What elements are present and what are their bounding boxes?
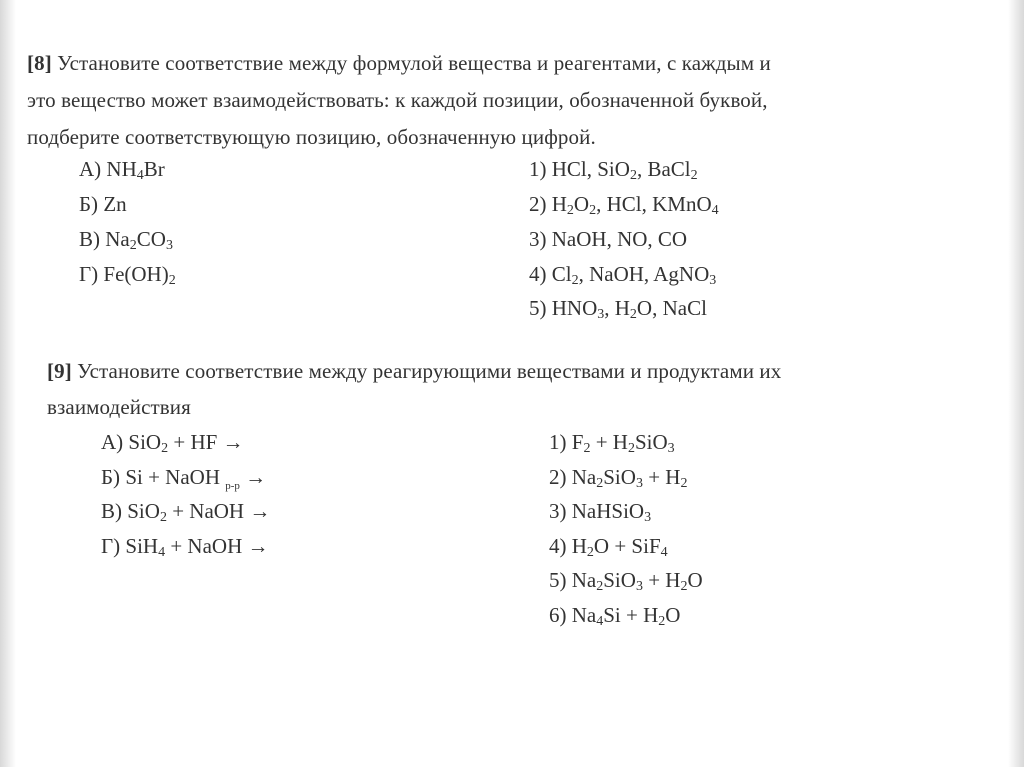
products: $Na_2SiO_3 + H_2O$ bbox=[571, 568, 703, 594]
item-label: А) bbox=[79, 157, 102, 181]
task9-left-item-c bbox=[101, 499, 271, 525]
formula: $NH_4Br$ bbox=[106, 157, 165, 183]
item-label: 1) bbox=[549, 430, 567, 454]
task8-right-item-2 bbox=[529, 192, 719, 218]
item-label: 2) bbox=[529, 192, 547, 216]
task8-right-item-4 bbox=[529, 262, 717, 288]
reaction: Si + NaOH $_{р-р}$ → bbox=[125, 465, 267, 492]
item-label: 3) bbox=[529, 227, 547, 251]
task8-left-item-a bbox=[79, 157, 165, 183]
item-label: 4) bbox=[529, 262, 547, 286]
task9-right-item-4 bbox=[549, 534, 668, 560]
task9-right-item-6 bbox=[549, 603, 681, 629]
reagents: HCl, SiO$_2$, BaCl$_2$ bbox=[551, 157, 698, 183]
task8-right-item-3 bbox=[529, 229, 687, 250]
products: $Na_4Si + H_2O$ bbox=[571, 603, 681, 629]
task9-right-item-1 bbox=[549, 430, 675, 456]
products: $F_2 + H_2SiO_3$ bbox=[571, 430, 675, 456]
task9-right-item-5 bbox=[549, 568, 703, 594]
left-edge-shadow bbox=[0, 0, 16, 767]
task8-left-item-d bbox=[79, 262, 176, 288]
item-label: 2) bbox=[549, 465, 567, 489]
task8-right-item-1 bbox=[529, 157, 698, 183]
reagents: NaOH, NO, CO bbox=[551, 227, 688, 251]
task9-line1 bbox=[47, 361, 781, 382]
item-label: Г) bbox=[79, 262, 99, 286]
item-label: В) bbox=[79, 227, 100, 251]
item-label: 5) bbox=[529, 296, 547, 320]
item-label: 6) bbox=[549, 603, 567, 627]
task8-number: [8] bbox=[27, 51, 52, 75]
task9-left-item-a bbox=[101, 430, 244, 456]
item-label: 1) bbox=[529, 157, 547, 181]
reaction: SiH$_4$ + NaOH → bbox=[125, 534, 269, 560]
products: $H_2O + SiF_4$ bbox=[571, 534, 668, 560]
task9-right-item-3 bbox=[549, 499, 652, 525]
task9-right-item-2 bbox=[549, 465, 688, 491]
reagents: $Cl_2$, NaOH, AgNO$_3$ bbox=[551, 262, 717, 288]
task9-number: [9] bbox=[47, 359, 72, 383]
formula: Zn bbox=[103, 192, 127, 216]
formula: $Na_2CO_3$ bbox=[105, 227, 173, 253]
task8-left-item-c bbox=[79, 227, 173, 253]
item-label: В) bbox=[101, 499, 122, 523]
products: NaHSiO$_3$ bbox=[571, 499, 652, 525]
task9-left-item-b bbox=[101, 465, 267, 492]
task8-left-item-b bbox=[79, 194, 127, 215]
item-label: Б) bbox=[101, 465, 121, 489]
task8-line3: подберите соответствующую позицию, обозначенную цифрой. bbox=[27, 125, 596, 149]
task8-line2: это вещество может взаимодействовать: к каждой позиции, обозначенной буквой, bbox=[27, 88, 768, 112]
item-label: Б) bbox=[79, 192, 99, 216]
item-label: 4) bbox=[549, 534, 567, 558]
reaction: SiO$_2$ + NaOH → bbox=[127, 499, 271, 525]
task9-line2: взаимодействия bbox=[47, 395, 191, 419]
task8-right-item-5 bbox=[529, 296, 707, 322]
formula: $Fe(OH)_2$ bbox=[103, 262, 176, 288]
right-edge-shadow bbox=[1008, 0, 1024, 767]
reagents: $HNO_3$, $H_2O$, NaCl bbox=[551, 296, 707, 322]
reaction: SiO$_2$ + HF → bbox=[128, 430, 244, 456]
item-label: А) bbox=[101, 430, 124, 454]
products: $Na_2SiO_3 + H_2$ bbox=[571, 465, 688, 491]
item-label: Г) bbox=[101, 534, 121, 558]
reagents: $H_2O_2$, HCl, KMnO$_4$ bbox=[551, 192, 719, 218]
task8-line1 bbox=[27, 53, 771, 74]
task9-line1-text: Установите соответствие между реагирующими веществами и продуктами их bbox=[71, 359, 782, 383]
task9-left-item-d bbox=[101, 534, 269, 560]
item-label: 5) bbox=[549, 568, 567, 592]
item-label: 3) bbox=[549, 499, 567, 523]
task8-line1-text: Установите соответствие между формулой вещества и реагентами, с каждым и bbox=[51, 51, 771, 75]
